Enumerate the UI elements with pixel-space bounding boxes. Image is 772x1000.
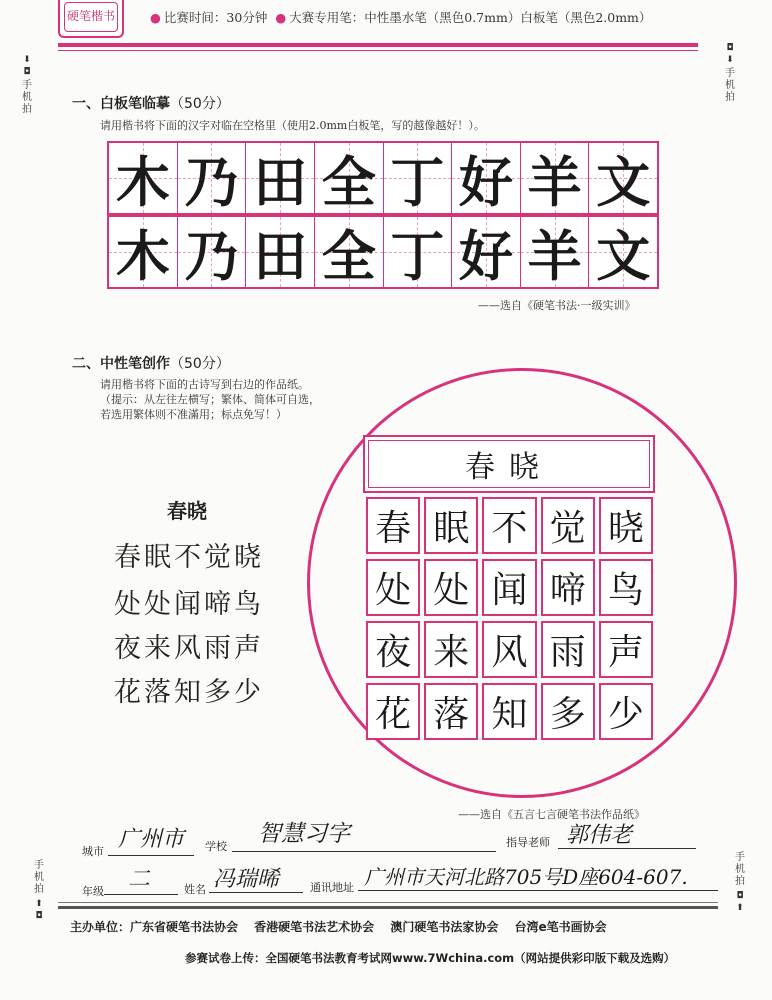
grade-underline xyxy=(104,894,178,895)
address-value[interactable]: 广州市天河北路705号D座604-607. xyxy=(364,865,688,889)
sheet-cell: 雨 xyxy=(541,621,595,678)
grade-label: 年级 xyxy=(82,885,104,898)
footer-rule xyxy=(58,902,718,903)
sheet-cell: 少 xyxy=(599,683,653,740)
section2-instruction: 请用楷书将下面的古诗写到右边的作品纸。 （提示：从左往左横写；繁体、简体可自选， 若选用繁体则不准滿用；标点免写！） xyxy=(100,378,320,421)
sheet-cell: 多 xyxy=(541,683,595,740)
section2-source: ——选自《五言七言硬笔书法作品纸》 xyxy=(458,808,645,821)
grid-cell: 田 xyxy=(246,143,315,213)
section1-source: ——选自《硬笔书法·一级实训》 xyxy=(478,299,636,312)
competition-tag xyxy=(58,0,124,38)
school-value[interactable]: 智慧习字 xyxy=(258,821,350,847)
grid-cell: 木 xyxy=(109,217,178,287)
scan-marker-top-right: ◘ ⬇ 手机拍 xyxy=(725,43,735,103)
sheet-cell: 来 xyxy=(424,621,478,678)
section1-heading: 一、白板笔临摹（50分） xyxy=(72,96,230,112)
address-label: 通讯地址 xyxy=(310,881,354,894)
sheet-cell: 夜 xyxy=(366,621,420,678)
grid-cell: 羊 xyxy=(521,217,590,287)
copy-grid-handwritten-row xyxy=(107,215,659,289)
upload-info: 参赛试卷上传：全国硬笔书法教育考试网www.7Wchina.com（网站提供彩印版下载及选购） xyxy=(185,951,676,965)
school-label: 学校 xyxy=(205,840,227,853)
sheet-row xyxy=(366,497,653,554)
sheet-cell: 眠 xyxy=(424,497,478,554)
camera-icon: ◘ ⬆ xyxy=(736,891,744,913)
poem-title: 春晓 xyxy=(167,499,207,523)
competition-info xyxy=(150,8,651,26)
sheet-cell: 闻 xyxy=(482,559,536,616)
grid-cell: 文 xyxy=(589,143,657,213)
sheet-row xyxy=(366,621,653,678)
sheet-cell: 声 xyxy=(599,621,653,678)
scan-marker-bottom-right: 手机拍 ◘ ⬆ xyxy=(735,852,745,913)
sheet-cell: 知 xyxy=(482,683,536,740)
copy-grid-model-row xyxy=(107,141,659,215)
grid-cell: 丁 xyxy=(384,217,453,287)
name-value[interactable]: 冯瑞晞 xyxy=(213,867,280,892)
city-underline xyxy=(108,855,194,856)
grid-cell: 丁 xyxy=(384,143,453,213)
poem-line: 花落知多少 xyxy=(114,677,264,708)
sheet-row xyxy=(366,559,653,616)
sheet-cell: 鸟 xyxy=(599,559,653,616)
grid-cell: 全 xyxy=(315,143,384,213)
scan-marker-top-left: ⬇ ◘ 手机拍 xyxy=(22,55,32,115)
bullet-icon: ● xyxy=(275,10,287,25)
city-label: 城市 xyxy=(82,845,104,858)
poem-line: 处处闻啼鸟 xyxy=(114,589,264,620)
work-sheet-grid xyxy=(366,497,653,745)
organizers: 主办单位：广东省硬笔书法协会 香港硬笔书法艺术协会 澳门硬笔书法家协会 台湾e笔书画协会 xyxy=(70,920,607,934)
section1-instruction: 请用楷书将下面的汉字对临在空格里（使用2.0mm白板笔，写的越像越好！）。 xyxy=(100,119,485,132)
grid-cell: 乃 xyxy=(178,217,247,287)
time-info: 比赛时间：30分钟 xyxy=(163,10,268,25)
sheet-cell: 不 xyxy=(482,497,536,554)
grid-cell: 全 xyxy=(315,217,384,287)
camera-icon: ⬆ ◘ xyxy=(35,899,43,921)
scan-marker-bottom-left: 手机拍 ⬆ ◘ xyxy=(34,860,44,921)
footer-rule-thick xyxy=(58,906,718,909)
grade-value[interactable]: 二 xyxy=(128,867,151,892)
sheet-cell: 啼 xyxy=(541,559,595,616)
name-label: 姓名 xyxy=(184,883,206,896)
grid-cell: 木 xyxy=(109,143,178,213)
grid-cell: 羊 xyxy=(521,143,590,213)
sheet-row xyxy=(366,683,653,740)
pen-info: 大赛专用笔：中性墨水笔（黑色0.7mm）白板笔（黑色2.0mm） xyxy=(289,10,652,25)
sheet-cell: 晓 xyxy=(599,497,653,554)
grid-cell: 田 xyxy=(246,217,315,287)
teacher-value[interactable]: 郭伟老 xyxy=(566,823,633,848)
section2-heading: 二、中性笔创作（50分） xyxy=(72,356,230,372)
city-value[interactable]: 广州市 xyxy=(118,827,185,852)
camera-icon: ◘ ⬇ xyxy=(726,43,734,65)
camera-icon: ⬇ ◘ xyxy=(23,55,31,77)
grid-cell: 文 xyxy=(589,217,657,287)
poem-line: 春眠不觉晓 xyxy=(114,542,264,573)
header-rule-thin xyxy=(58,50,698,51)
sheet-cell: 处 xyxy=(424,559,478,616)
sheet-cell: 落 xyxy=(424,683,478,740)
grid-cell: 好 xyxy=(452,217,521,287)
poem-line: 夜来风雨声 xyxy=(114,633,264,664)
sheet-cell: 春 xyxy=(366,497,420,554)
teacher-label: 指导老师 xyxy=(506,836,550,849)
header-rule xyxy=(58,43,698,47)
competition-tag-label: 硬笔楷书 xyxy=(64,2,118,32)
work-sheet-title-box xyxy=(363,435,655,493)
work-sheet-title: 春晓 xyxy=(368,440,650,488)
address-underline xyxy=(358,890,718,891)
school-underline xyxy=(232,851,496,852)
grid-cell: 乃 xyxy=(178,143,247,213)
sheet-cell: 风 xyxy=(482,621,536,678)
grid-cell: 好 xyxy=(452,143,521,213)
bullet-icon: ● xyxy=(150,10,161,25)
sheet-cell: 处 xyxy=(366,559,420,616)
sheet-cell: 觉 xyxy=(541,497,595,554)
sheet-cell: 花 xyxy=(366,683,420,740)
